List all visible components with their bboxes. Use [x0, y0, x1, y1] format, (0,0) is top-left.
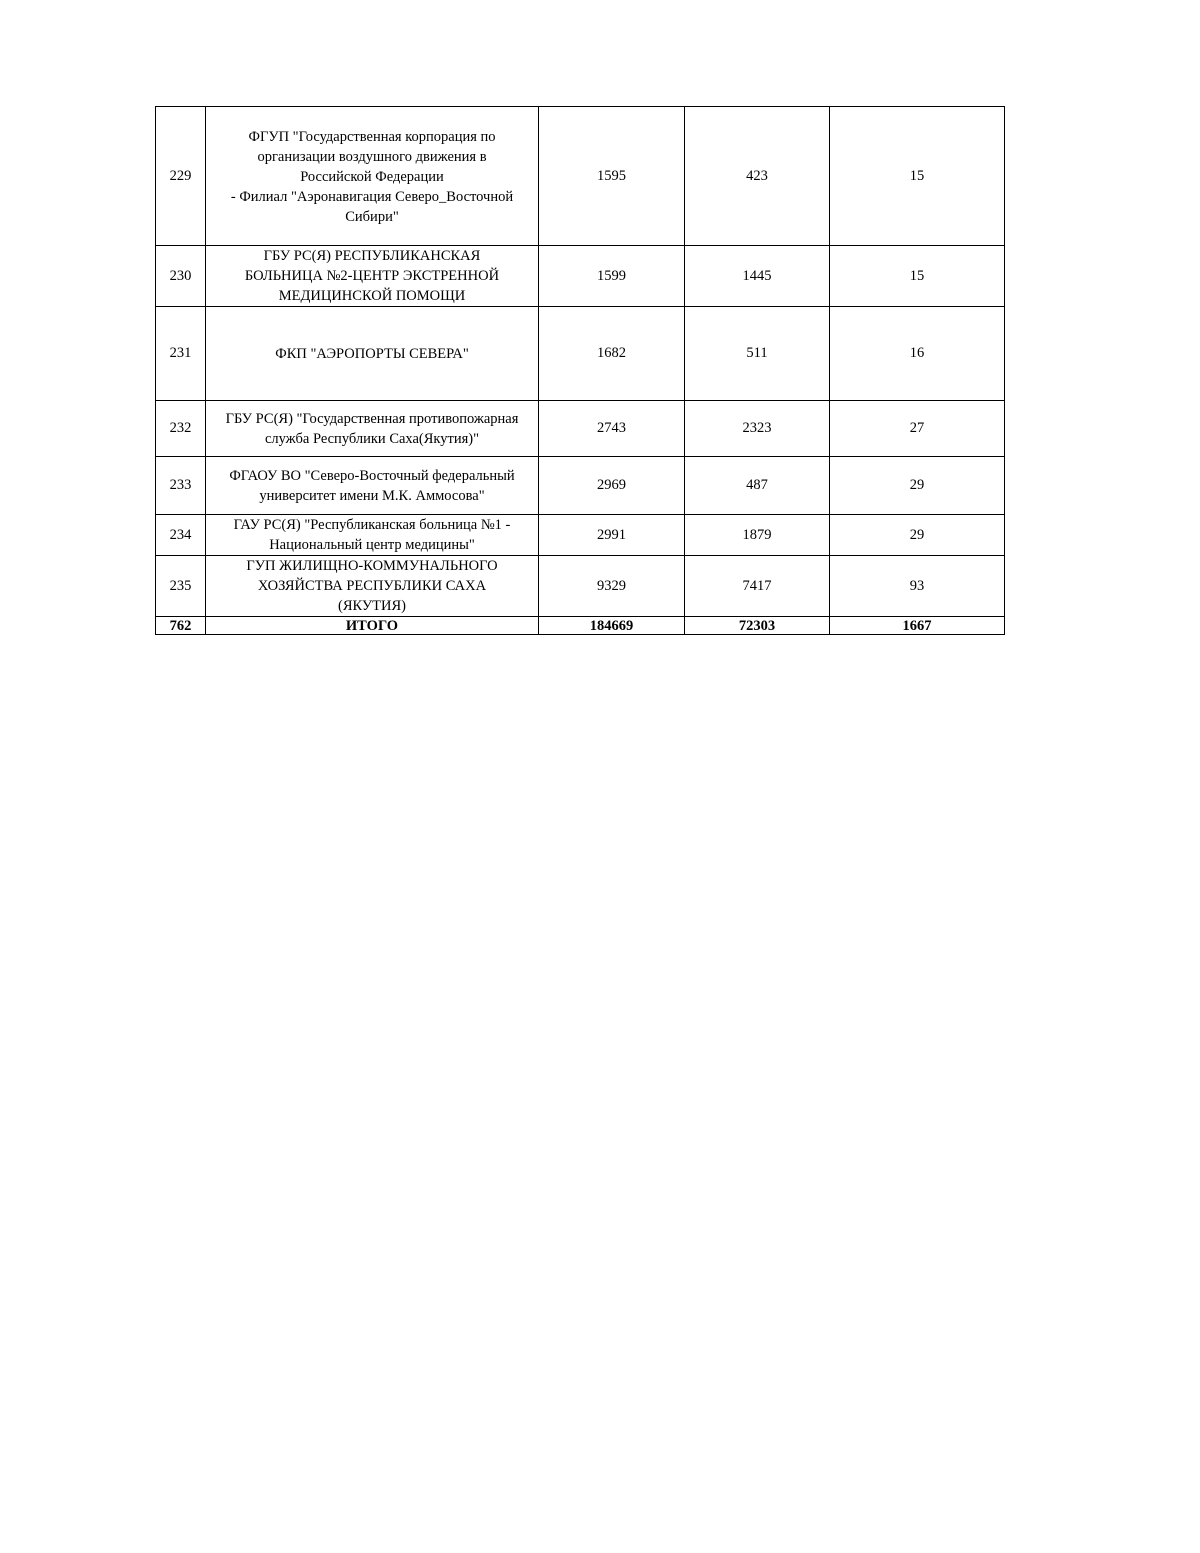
value-cell-1: 2991 [539, 515, 685, 556]
value-cell-2: 423 [685, 107, 830, 246]
organization-name-line: МЕДИЦИНСКОЙ ПОМОЩИ [278, 288, 466, 304]
row-number: 235 [156, 556, 206, 617]
value-cell-2: 511 [685, 307, 830, 401]
value-cell-3: 15 [830, 107, 1005, 246]
value-cell-1: 2969 [539, 457, 685, 515]
row-number: 229 [156, 107, 206, 246]
organization-name-line: ГБУ РС(Я) РЕСПУБЛИКАНСКАЯ [263, 248, 481, 264]
organization-name-line: служба Республики Саха(Якутия)" [264, 430, 480, 447]
organization-name-line: ГУП ЖИЛИЩНО-КОММУНАЛЬНОГО [246, 558, 498, 574]
value-cell-1: 1599 [539, 246, 685, 307]
table-row [156, 107, 1005, 246]
value-cell-2: 7417 [685, 556, 830, 617]
organization-name-line: ФКП "АЭРОПОРТЫ СЕВЕРА" [275, 345, 469, 362]
organization-name-line: ГАУ РС(Я) "Республиканская больница №1 - [233, 517, 511, 533]
value-cell-3: 93 [830, 556, 1005, 617]
value-cell-1: 2743 [539, 401, 685, 457]
value-cell-1: 1595 [539, 107, 685, 246]
table-row [156, 457, 1005, 515]
organization-name-line: университет имени М.К. Аммосова" [259, 487, 485, 504]
row-number: 230 [156, 246, 206, 307]
value-cell-2: 1879 [685, 515, 830, 556]
organizations-table [155, 106, 1005, 635]
value-cell-3: 16 [830, 307, 1005, 401]
row-number: 234 [156, 515, 206, 556]
organization-name-line: ГБУ РС(Я) "Государственная противопожарная [225, 410, 519, 427]
total-value-3: 1667 [830, 617, 1005, 635]
value-cell-1: 9329 [539, 556, 685, 617]
total-label: ИТОГО [206, 617, 539, 635]
organization-name [206, 246, 539, 307]
organization-name [206, 556, 539, 617]
value-cell-2: 487 [685, 457, 830, 515]
value-cell-3: 15 [830, 246, 1005, 307]
value-cell-3: 29 [830, 457, 1005, 515]
table-row [156, 515, 1005, 556]
table-row [156, 401, 1005, 457]
value-cell-2: 1445 [685, 246, 830, 307]
organization-name-line: Сибири" [345, 209, 399, 225]
table-row [156, 307, 1005, 401]
organization-name-line: (ЯКУТИЯ) [338, 598, 406, 614]
total-row [156, 617, 1005, 635]
organization-name-line: - Филиал "Аэронавигация Северо_Восточной [230, 189, 514, 205]
table-row [156, 246, 1005, 307]
organization-name-line: ХОЗЯЙСТВА РЕСПУБЛИКИ САХА [257, 578, 487, 594]
organization-name-line: Российской Федерации [300, 169, 444, 185]
organization-name [206, 457, 539, 515]
value-cell-3: 27 [830, 401, 1005, 457]
organization-name [206, 515, 539, 556]
value-cell-2: 2323 [685, 401, 830, 457]
organization-name-line: БОЛЬНИЦА №2-ЦЕНТР ЭКСТРЕННОЙ [244, 268, 500, 284]
total-value-2: 72303 [685, 617, 830, 635]
organization-name [206, 307, 539, 401]
row-number: 232 [156, 401, 206, 457]
table-row [156, 556, 1005, 617]
organization-name [206, 401, 539, 457]
row-number: 231 [156, 307, 206, 401]
organization-name-line: ФГАОУ ВО "Северо-Восточный федеральный [229, 467, 515, 484]
organization-name-line: ФГУП "Государственная корпорация по [248, 129, 496, 145]
total-value-1: 184669 [539, 617, 685, 635]
organization-name [206, 107, 539, 246]
row-number: 233 [156, 457, 206, 515]
value-cell-3: 29 [830, 515, 1005, 556]
organization-name-line: Национальный центр медицины" [269, 537, 475, 553]
value-cell-1: 1682 [539, 307, 685, 401]
total-count: 762 [156, 617, 206, 635]
organization-name-line: организации воздушного движения в [257, 149, 487, 165]
